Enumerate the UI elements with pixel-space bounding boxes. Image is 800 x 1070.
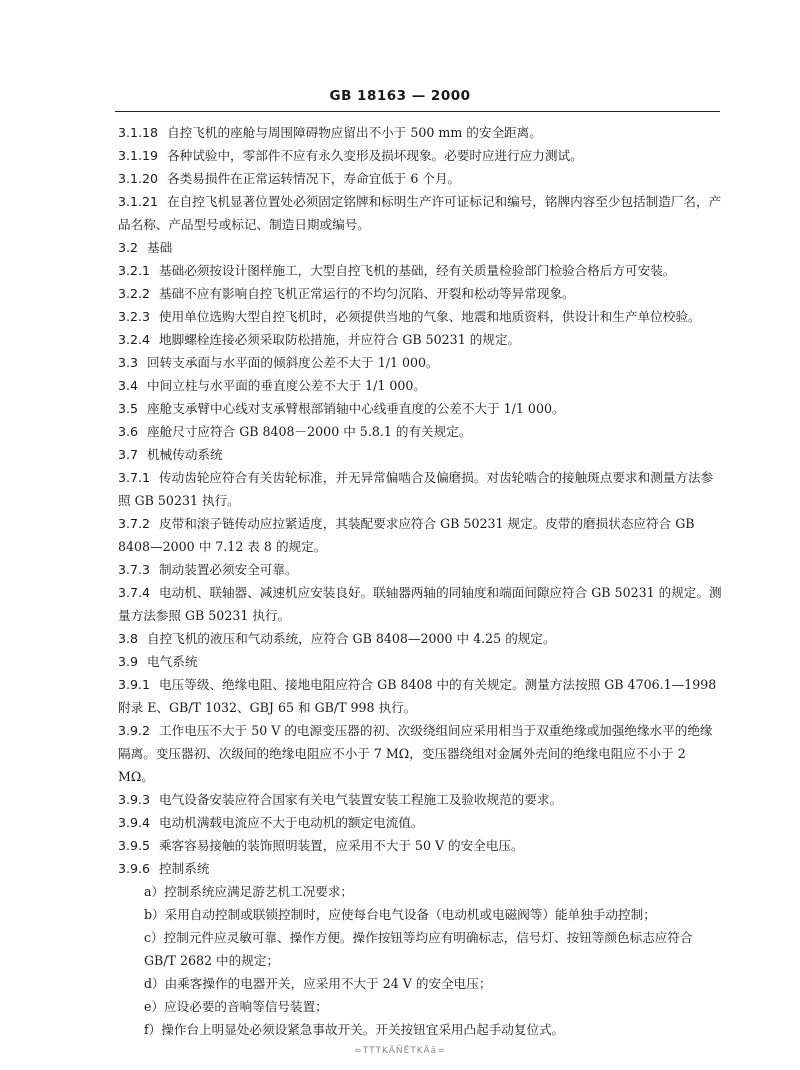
clause-text: 各类易损件在正常运转情况下，寿命宜低于 6 个月。 [167,171,461,186]
clause-number: 3.9.4 [118,815,151,830]
clause-3-2-1 [118,259,723,282]
clause-number: 3.3 [118,355,139,370]
clause-number: 3.9.6 [118,861,151,876]
clause-text: 地脚螺栓连接必须采取防松措施，并应符合 GB 50231 的规定。 [159,332,521,347]
clause-number: 3.1.20 [118,171,159,186]
section-3-9 [118,650,723,673]
clause-text: 电动机满载电流应不大于电动机的额定电流值。 [159,815,424,830]
clause-number: 3.7.2 [118,516,151,531]
section-3-7 [118,443,723,466]
clause-3-2-3 [118,305,723,328]
clause-number: 3.7.3 [118,562,151,577]
clause-3-1-19 [118,144,723,167]
clause-number: 3.1.21 [118,194,159,209]
clause-number: 3.9.3 [118,792,151,807]
clause-3-9-6 [118,857,723,880]
clause-number: 3.1.18 [118,125,159,140]
clause-number: 3.7.4 [118,585,151,600]
clause-text: 自控飞机的液压和气动系统，应符合 GB 8408—2000 中 4.25 的规定。 [147,631,556,646]
standard-header: GB 18163 — 2000 [329,88,471,104]
section-heading: 控制系统 [159,861,210,876]
section-3-2 [118,236,723,259]
list-item-a: a）控制系统应满足游艺机工况要求； [144,884,354,899]
section-heading: 机械传动系统 [147,447,223,462]
clause-number: 3.1.19 [118,148,159,163]
clause-3-1-18 [118,121,723,144]
clause-3-7-1 [118,466,723,512]
clause-3-9-4 [118,811,723,834]
clause-text: 乘客容易接触的装饰照明装置，应采用不大于 50 V 的安全电压。 [159,838,524,853]
section-heading: 基础 [147,240,173,255]
list-item-e: e）应设必要的音响等信号装置； [144,999,328,1014]
clause-text: 工作电压不大于 50 V 的电源变压器的初、次级绕组间应采用相当于双重绝缘或加强绝缘水平的绝缘隔离。变压器初、次级间的绝缘电阻应不小于 7 MΩ，变压器绕组对金属外壳间的绝缘电阻应不小于 2 MΩ。 [118,723,713,784]
clause-number: 3.2.2 [118,286,151,301]
header-rule [115,111,720,112]
page-footer: =TTTKÄÑËTKÄä= [354,1046,446,1056]
document-body [118,121,723,1041]
clause-3-9-5 [118,834,723,857]
clause-number: 3.2.4 [118,332,151,347]
clause-text: 中间立柱与水平面的垂直度公差不大于 1/1 000。 [147,378,427,393]
list-item-f: f）操作台上明显处必须设紧急事故开关。开关按钮宜采用凸起手动复位式。 [144,1022,565,1037]
clause-text: 基础不应有影响自控飞机正常运行的不均匀沉陷、开裂和松动等异常现象。 [159,286,575,301]
clause-text: 回转支承面与水平面的倾斜度公差不大于 1/1 000。 [147,355,439,370]
clause-text: 皮带和滚子链传动应拉紧适度，其装配要求应符合 GB 50231 规定。皮带的磨损状态应符合 GB 8408—2000 中 7.12 表 8 的规定。 [118,516,695,554]
list-item-b: b）采用自动控制或联锁控制时，应使每台电气设备（电动机或电磁阀等）能单独手动控制； [144,907,656,922]
clause-3-1-21 [118,190,723,236]
clause-number: 3.9.5 [118,838,151,853]
clause-number: 3.2 [118,240,139,255]
clause-text: 电气设备安装应符合国家有关电气装置安装工程施工及验收规范的要求。 [159,792,563,807]
clause-text: 自控飞机的座舱与周围障碍物应留出不小于 500 mm 的安全距离。 [167,125,542,140]
clause-3-6 [118,420,723,443]
clause-3-2-4 [118,328,723,351]
clause-text: 传动齿轮应符合有关齿轮标准，并无异常偏啮合及偏磨损。对齿轮啮合的接触斑点要求和测量方法参照 GB 50231 执行。 [118,470,714,508]
clause-number: 3.4 [118,378,139,393]
clause-number: 3.7.1 [118,470,151,485]
clause-text: 使用单位选购大型自控飞机时，必须提供当地的气象、地震和地质资料，供设计和生产单位校验。 [159,309,701,324]
clause-3-8 [118,627,723,650]
section-heading: 电气系统 [147,654,198,669]
clause-3-9-1 [118,673,723,719]
clause-3-7-2 [118,512,723,558]
clause-text: 座舱尺寸应符合 GB 8408－2000 中 5.8.1 的有关规定。 [147,424,472,439]
clause-number: 3.7 [118,447,139,462]
clause-text: 制动装置必须安全可靠。 [159,562,298,577]
clause-3-7-4 [118,581,723,627]
list-item-c: c）控制元件应灵敏可靠、操作方便。操作按钮等均应有明确标志，信号灯、按钮等颜色标志应符合 GB/T 2682 中的规定； [144,930,693,968]
clause-text: 在自控飞机显著位置处必须固定铭牌和标明生产许可证标记和编号，铭牌内容至少包括制造厂名，产品名称、产品型号或标记、制造日期或编号。 [118,194,722,232]
clause-3-9-3 [118,788,723,811]
clause-3-7-3 [118,558,723,581]
clause-3-3 [118,351,723,374]
clause-number: 3.2.1 [118,263,151,278]
clause-3-1-20 [118,167,723,190]
clause-3-9-2 [118,719,723,788]
clause-text: 座舱支承臂中心线对支承臂根部销轴中心线垂直度的公差不大于 1/1 000。 [147,401,565,416]
clause-text: 基础必须按设计图样施工，大型自控飞机的基础，经有关质量检验部门检验合格后方可安装。 [159,263,676,278]
clause-number: 3.9.2 [118,723,151,738]
clause-number: 3.9 [118,654,139,669]
list-item-d: d）由乘客操作的电器开关，应采用不大于 24 V 的安全电压； [144,976,492,991]
clause-number: 3.9.1 [118,677,151,692]
clause-text: 电动机、联轴器、减速机应安装良好。联轴器两轴的同轴度和端面间隙应符合 GB 50231 的规定。测量方法参照 GB 50231 执行。 [118,585,722,623]
clause-number: 3.2.3 [118,309,151,324]
clause-text: 电压等级、绝缘电阻、接地电阻应符合 GB 8408 中的有关规定。测量方法按照 GB 4706.1—1998 附录 E、GB/T 1032、GBJ 65 和 GB/T 998 执行。 [118,677,717,715]
clause-3-5 [118,397,723,420]
clause-number: 3.8 [118,631,139,646]
clause-text: 各种试验中，零部件不应有永久变形及损坏现象。必要时应进行应力测试。 [167,148,583,163]
clause-number: 3.5 [118,401,139,416]
clause-3-4 [118,374,723,397]
clause-number: 3.6 [118,424,139,439]
clause-3-2-2 [118,282,723,305]
